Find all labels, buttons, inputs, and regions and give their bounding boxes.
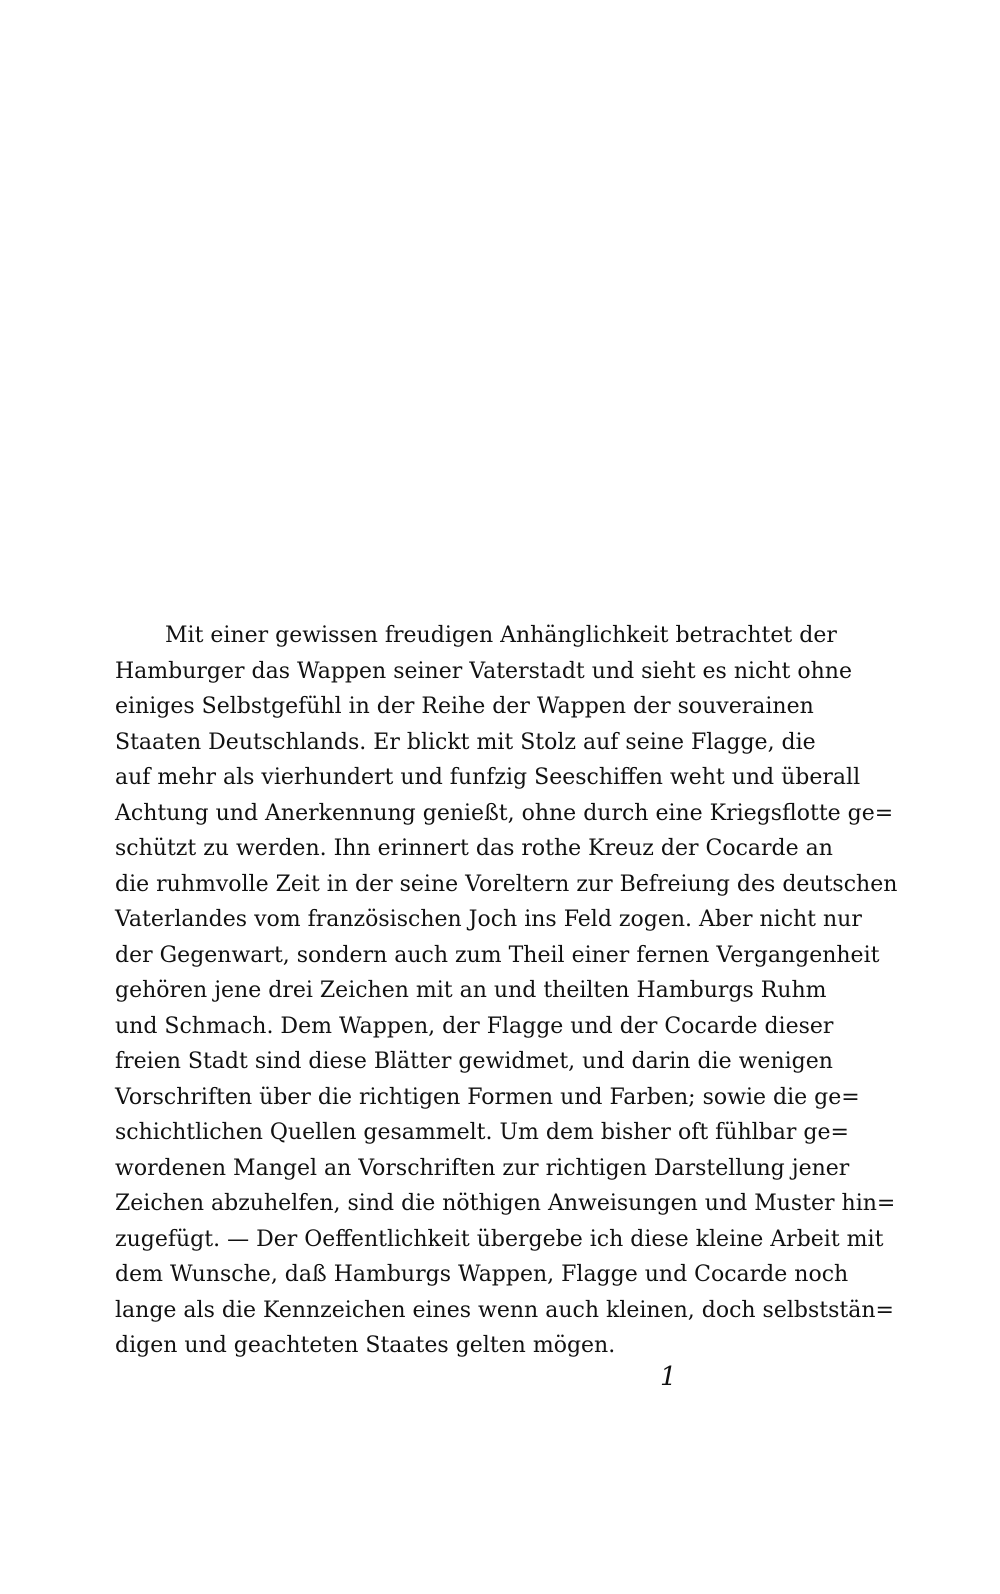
paragraph-line: Vorschriften über die richtigen Formen und Farben; sowie die ge=	[115, 1084, 860, 1110]
paragraph-line: Mit einer gewissen freudigen Anhänglichkeit betrachtet der	[165, 623, 837, 648]
paragraph-line: einiges Selbstgefühl in der Reihe der Wappen der souverainen	[115, 694, 814, 719]
paragraph-line: gehören jene drei Zeichen mit an und theilten Hamburgs Ruhm	[115, 978, 827, 1003]
paragraph-line: die ruhmvolle Zeit in der seine Voreltern zur Befreiung des deutschen	[115, 871, 898, 897]
body-paragraph	[115, 618, 898, 1364]
paragraph-line: freien Stadt sind diese Blätter gewidmet, und darin die wenigen	[115, 1049, 833, 1074]
paragraph-line: auf mehr als vierhundert und funfzig Seeschiffen weht und überall	[115, 765, 861, 790]
paragraph-line: digen und geachteten Staates gelten mögen.	[115, 1333, 616, 1358]
paragraph-line: Staaten Deutschlands. Er blickt mit Stolz auf seine Flagge, die	[115, 729, 816, 755]
paragraph-line: zugefügt. — Der Oeffentlichkeit übergebe ich diese kleine Arbeit mit	[115, 1226, 884, 1252]
paragraph-line: lange als die Kennzeichen eines wenn auch kleinen, doch selbststän=	[115, 1297, 894, 1323]
paragraph-line: Zeichen abzuhelfen, sind die nöthigen Anweisungen und Muster hin=	[115, 1191, 896, 1216]
paragraph-line: Vaterlandes vom französischen Joch ins Feld zogen. Aber nicht nur	[115, 907, 862, 932]
paragraph-line: Achtung und Anerkennung genießt, ohne durch eine Kriegsflotte ge=	[115, 800, 894, 826]
paragraph-line: wordenen Mangel an Vorschriften zur richtigen Darstellung jener	[115, 1155, 850, 1181]
paragraph-line: dem Wunsche, daß Hamburgs Wappen, Flagge und Cocarde noch	[115, 1262, 849, 1287]
signature-mark: 1	[660, 1362, 677, 1392]
paragraph-line: schützt zu werden. Ihn erinnert das rothe Kreuz der Cocarde an	[115, 836, 833, 861]
paragraph-line: schichtlichen Quellen gesammelt. Um dem bisher oft fühlbar ge=	[115, 1120, 849, 1145]
paragraph-line: und Schmach. Dem Wappen, der Flagge und der Cocarde dieser	[115, 1013, 834, 1039]
paragraph-line: der Gegenwart, sondern auch zum Theil einer fernen Vergangenheit	[115, 942, 880, 968]
paragraph-line: Hamburger das Wappen seiner Vaterstadt und sieht es nicht ohne	[115, 658, 852, 684]
